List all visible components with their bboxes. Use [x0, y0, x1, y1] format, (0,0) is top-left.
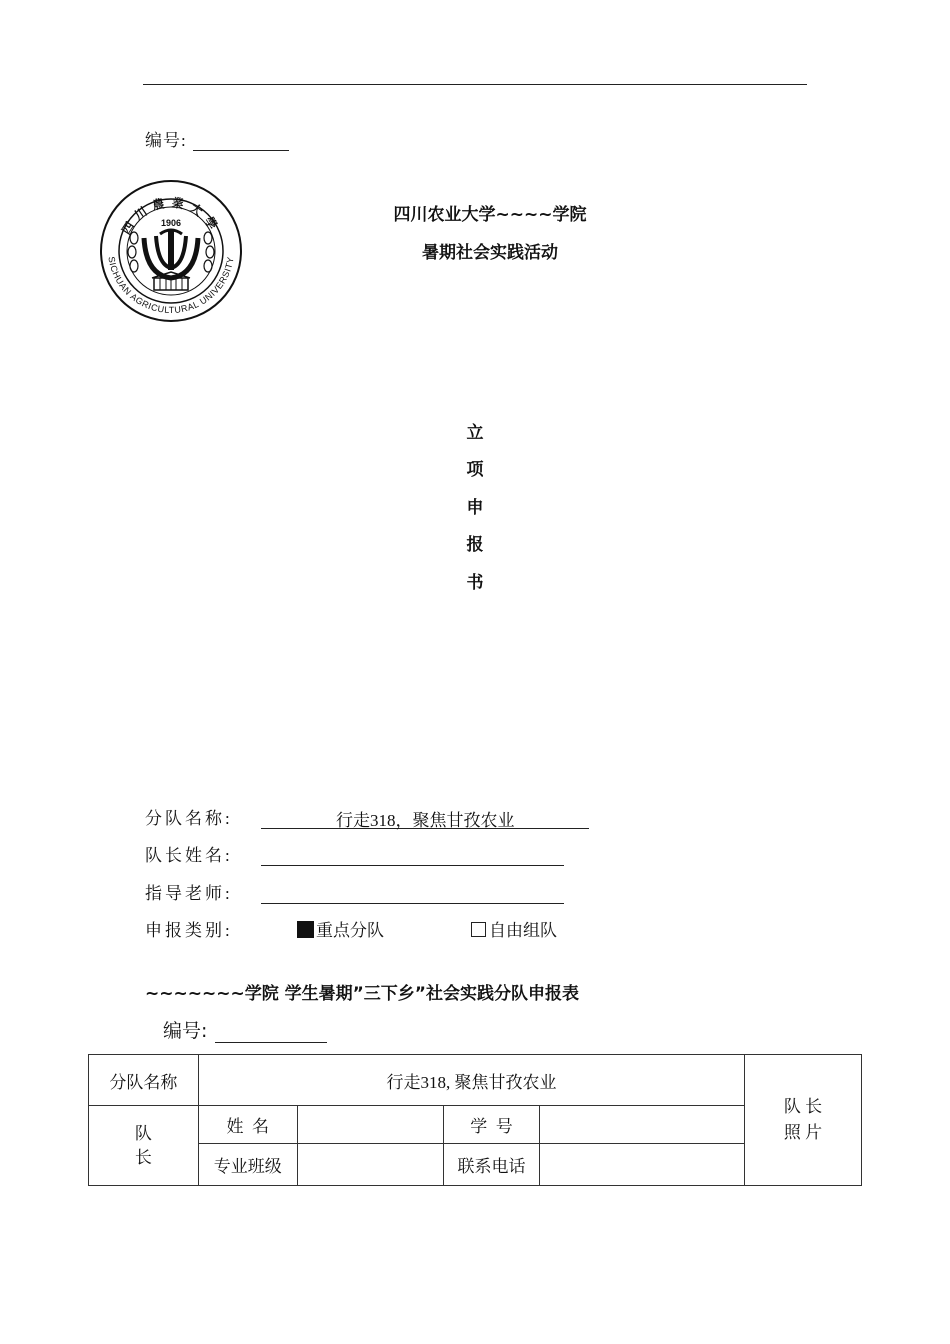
major-class-header: 专业班级	[198, 1144, 297, 1186]
advisor-label: 指导老师:	[145, 884, 233, 903]
leader-header	[89, 1106, 199, 1186]
name-cell[interactable]	[297, 1106, 443, 1144]
leader-label-line2: 长	[134, 1147, 152, 1167]
vertical-title-char: 申	[466, 498, 484, 518]
category-option-label: 自由组队	[489, 921, 557, 940]
leader-name-field[interactable]	[261, 843, 564, 866]
leader-name-row	[145, 841, 564, 865]
leader-name-label: 队长姓名:	[145, 846, 233, 865]
form-title: ~~~~~~~学院 学生暑期”三下乡”社会实践分队申报表	[145, 984, 579, 1004]
student-id-cell[interactable]	[540, 1106, 745, 1144]
checked-box-icon	[297, 921, 314, 938]
team-name-cell[interactable]: 行走318, 聚焦甘孜农业	[198, 1055, 744, 1106]
student-id-header: 学 号	[443, 1106, 540, 1144]
phone-cell[interactable]	[540, 1144, 745, 1186]
serial-label: 编号:	[145, 131, 187, 150]
advisor-row	[145, 879, 564, 903]
form-serial-blank[interactable]	[215, 1022, 327, 1043]
top-rule	[143, 84, 807, 85]
phone-header: 联系电话	[443, 1144, 540, 1186]
category-label: 申报类别:	[145, 921, 233, 940]
photo-cell[interactable]	[745, 1055, 862, 1186]
photo-label-line1: 队 长	[783, 1097, 823, 1116]
vertical-title-char: 项	[466, 460, 484, 480]
leader-label-line1: 队	[134, 1123, 152, 1143]
form-serial-number	[163, 1016, 327, 1043]
vertical-title-char: 立	[466, 423, 484, 443]
major-class-cell[interactable]	[297, 1144, 443, 1186]
university-logo	[96, 180, 246, 322]
cover-title-line2: 暑期社会实践活动	[422, 243, 558, 263]
advisor-field[interactable]	[261, 881, 564, 904]
category-option-free-team[interactable]	[471, 916, 557, 941]
table-row	[89, 1055, 862, 1106]
unchecked-box-icon	[471, 922, 486, 937]
logo-year: 1906	[160, 218, 182, 228]
category-option-label: 重点分队	[316, 921, 384, 940]
category-row	[145, 916, 645, 940]
team-name-label: 分队名称:	[145, 809, 233, 828]
team-name-header: 分队名称	[89, 1055, 199, 1106]
serial-blank[interactable]	[193, 132, 289, 151]
logo-english-name: SICHUAN AGRICULTURAL UNIVERSITY	[106, 255, 236, 316]
name-header: 姓 名	[198, 1106, 297, 1144]
logo-chinese-name: 四川農業大學	[118, 195, 224, 237]
vertical-title-char: 书	[466, 573, 484, 593]
cover-title-line1: 四川农业大学~~~~学院	[393, 205, 587, 225]
serial-number	[145, 126, 289, 151]
form-serial-label: 编号:	[163, 1020, 208, 1042]
team-name-field[interactable]: 行走318，聚焦甘孜农业	[261, 806, 589, 829]
vertical-title-char: 报	[466, 535, 484, 555]
photo-label-line2: 照 片	[783, 1123, 823, 1142]
category-option-key-team[interactable]	[297, 916, 384, 941]
application-table	[88, 1054, 862, 1186]
team-name-row	[145, 804, 589, 828]
